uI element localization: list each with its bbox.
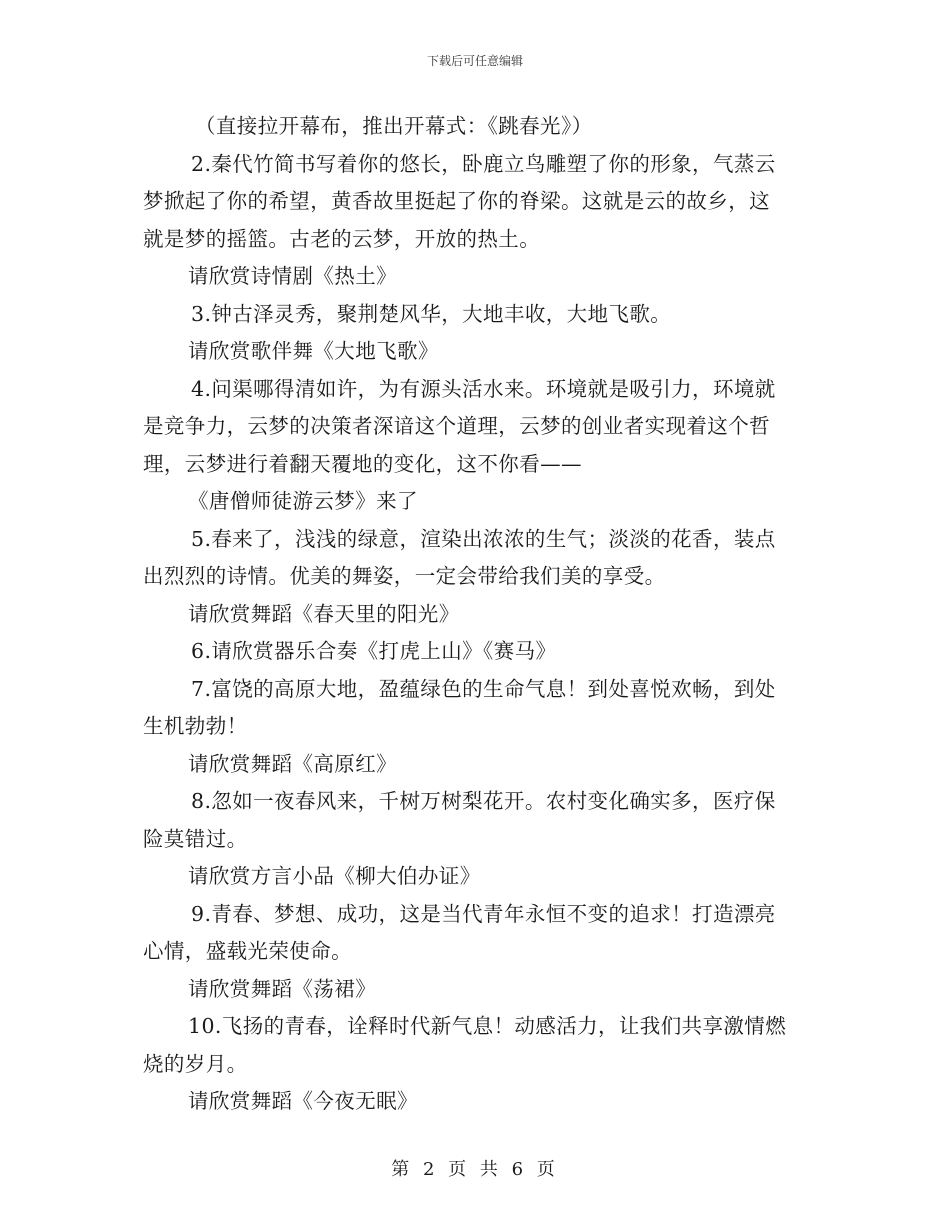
program-announcement: 《唐僧师徒游云梦》来了: [188, 489, 418, 513]
paragraph-line: 6.请欣赏器乐合奏《打虎上山》《赛马》: [191, 639, 557, 663]
paragraph-line: 7.富饶的高原大地，盈蕴绿色的生命气息！到处喜悦欢畅，到处: [191, 676, 776, 701]
paragraph-line: 2.秦代竹简书写着你的悠长，卧鹿立鸟雕塑了你的形象，气蒸云: [191, 151, 776, 176]
paragraph-line: 就是梦的摇篮。古老的云梦，开放的热土。: [143, 226, 541, 251]
program-announcement: 请欣赏舞蹈《今夜无眠》: [188, 1089, 418, 1113]
paragraph-line: 5.春来了，浅浅的绿意，渲染出浓浓的生气；淡淡的花香，装点: [191, 526, 776, 551]
program-announcement: 请欣赏诗情剧《热土》: [188, 264, 397, 288]
page-number-footer: 第 2 页 共 6 页: [391, 1159, 559, 1180]
program-announcement: 请欣赏舞蹈《荡裙》: [188, 976, 377, 1001]
program-announcement: 请欣赏舞蹈《春天里的阳光》: [188, 601, 460, 626]
paragraph-line: （直接拉开幕布，推出开幕式：《跳春光》）: [195, 114, 593, 138]
paragraph-line: 险莫错过。: [143, 826, 248, 851]
paragraph-line: 4.问渠哪得清如许，为有源头活水来。环境就是吸引力，环境就: [191, 376, 776, 401]
program-announcement: 请欣赏歌伴舞《大地飞歌》: [188, 339, 439, 363]
program-announcement: 请欣赏方言小品《柳大伯办证》: [188, 864, 481, 888]
paragraph-line: 是竞争力，云梦的决策者深谙这个道理，云梦的创业者实现着这个哲: [143, 414, 770, 438]
paragraph-line: 心情，盛载光荣使命。: [143, 939, 352, 963]
paragraph-line: 理，云梦进行着翻天覆地的变化，这不你看——: [143, 451, 582, 476]
paragraph-line: 3.钟古泽灵秀，聚荆楚风华，大地丰收，大地飞歌。: [191, 301, 672, 326]
paragraph-line: 梦掀起了你的希望，黄香故里挺起了你的脊梁。这就是云的故乡，这: [143, 189, 770, 213]
document-body: [143, 108, 808, 1121]
paragraph-line: 出烈烈的诗情。优美的舞姿，一定会带给我们美的享受。: [143, 564, 666, 588]
paragraph-line: 8.忽如一夜春风来，千树万树梨花开。农村变化确实多，医疗保: [191, 789, 776, 813]
paragraph-line: 生机勃勃！: [143, 714, 248, 738]
program-announcement: 请欣赏舞蹈《高原红》: [188, 751, 397, 776]
paragraph-line: 9.青春、梦想、成功，这是当代青年永恒不变的追求！打造漂亮: [191, 901, 776, 926]
paragraph-line: 烧的岁月。: [143, 1051, 248, 1076]
paragraph-line: 10.飞扬的青春，诠释时代新气息！动感活力，让我们共享激情燃: [188, 1014, 787, 1038]
page-header-note: 下载后可任意编辑: [426, 54, 523, 68]
